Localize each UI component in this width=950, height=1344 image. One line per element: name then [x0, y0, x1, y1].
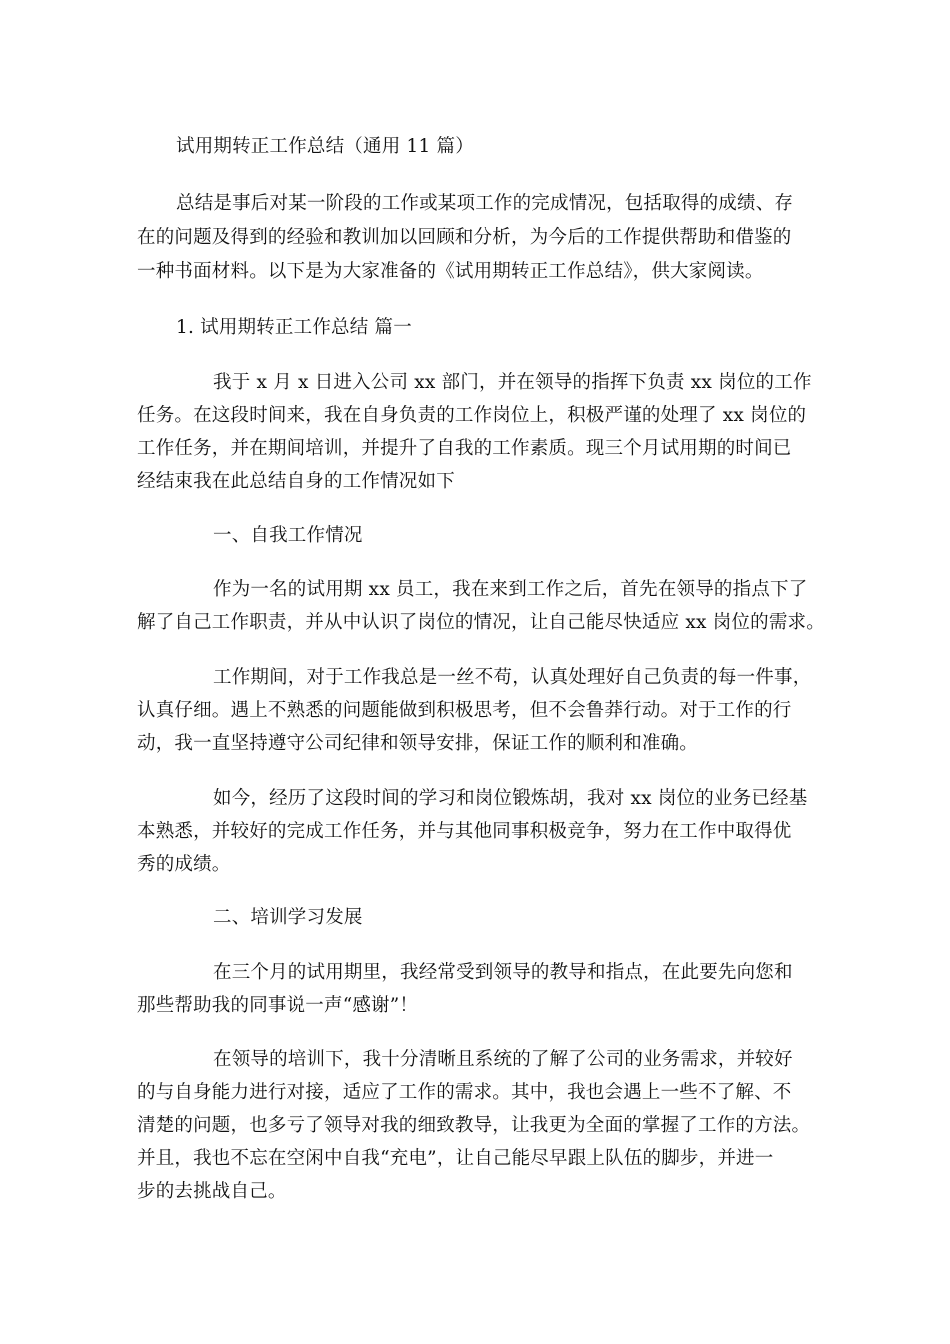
paragraph-line: 并且，我也不忘在空闲中自我“充电”，让自己能尽早跟上队伍的脚步，并进一 [137, 1148, 774, 1169]
document-title: 试用期转正工作总结（通用 11 篇） [176, 136, 474, 157]
paragraph-line: 认真仔细。遇上不熟悉的问题能做到积极思考，但不会鲁莽行动。对于工作的行 [137, 700, 792, 721]
paragraph-line: 动，我一直坚持遵守公司纪律和领导安排，保证工作的顺利和准确。 [137, 733, 699, 754]
paragraph-line: 我于 x 月 x 日进入公司 xx 部门，并在领导的指挥下负责 xx 岗位的工作 [213, 372, 812, 393]
paragraph-line: 步的去挑战自己。 [137, 1181, 287, 1202]
paragraph-line: 任务。在这段时间来，我在自身负责的工作岗位上，积极严谨的处理了 xx 岗位的 [137, 405, 807, 426]
paragraph-line: 作为一名的试用期 xx 员工，我在来到工作之后，首先在领导的指点下了 [213, 579, 808, 600]
paragraph-line: 在领导的培训下，我十分清晰且系统的了解了公司的业务需求，并较好 [213, 1049, 793, 1070]
paragraph-line: 经结束我在此总结自身的工作情况如下 [137, 471, 455, 492]
intro-line: 在的问题及得到的经验和教训加以回顾和分析，为今后的工作提供帮助和借鉴的 [137, 227, 792, 248]
paragraph-line: 在三个月的试用期里，我经常受到领导的教导和指点，在此要先向您和 [213, 962, 793, 983]
paragraph-line: 工作任务，并在期间培训，并提升了自我的工作素质。现三个月试用期的时间已 [137, 438, 792, 459]
intro-line: 一种书面材料。以下是为大家准备的《试用期转正工作总结》，供大家阅读。 [137, 261, 764, 282]
paragraph-line: 解了自己工作职责，并从中认识了岗位的情况，让自己能尽快适应 xx 岗位的需求。 [137, 612, 825, 633]
paragraph-line: 清楚的问题，也多亏了领导对我的细致教导，让我更为全面的掌握了工作的方法。 [137, 1115, 811, 1136]
paragraph-line: 如今，经历了这段时间的学习和岗位锻炼胡，我对 xx 岗位的业务已经基 [213, 788, 808, 809]
paragraph-line: 秀的成绩。 [137, 854, 231, 875]
paragraph-line: 本熟悉，并较好的完成工作任务，并与其他同事积极竞争，努力在工作中取得优 [137, 821, 792, 842]
paragraph-line: 工作期间，对于工作我总是一丝不苟，认真处理好自己负责的每一件事， [213, 667, 812, 688]
subsection-heading: 二、培训学习发展 [213, 907, 363, 928]
section-heading: 1. 试用期转正工作总结 篇一 [176, 317, 412, 338]
intro-line: 总结是事后对某一阶段的工作或某项工作的完成情况，包括取得的成绩、存 [176, 193, 794, 214]
subsection-heading: 一、自我工作情况 [213, 525, 363, 546]
paragraph-line: 的与自身能力进行对接，适应了工作的需求。其中，我也会遇上一些不了解、不 [137, 1082, 792, 1103]
paragraph-line: 那些帮助我的同事说一声“感谢”！ [137, 995, 419, 1016]
